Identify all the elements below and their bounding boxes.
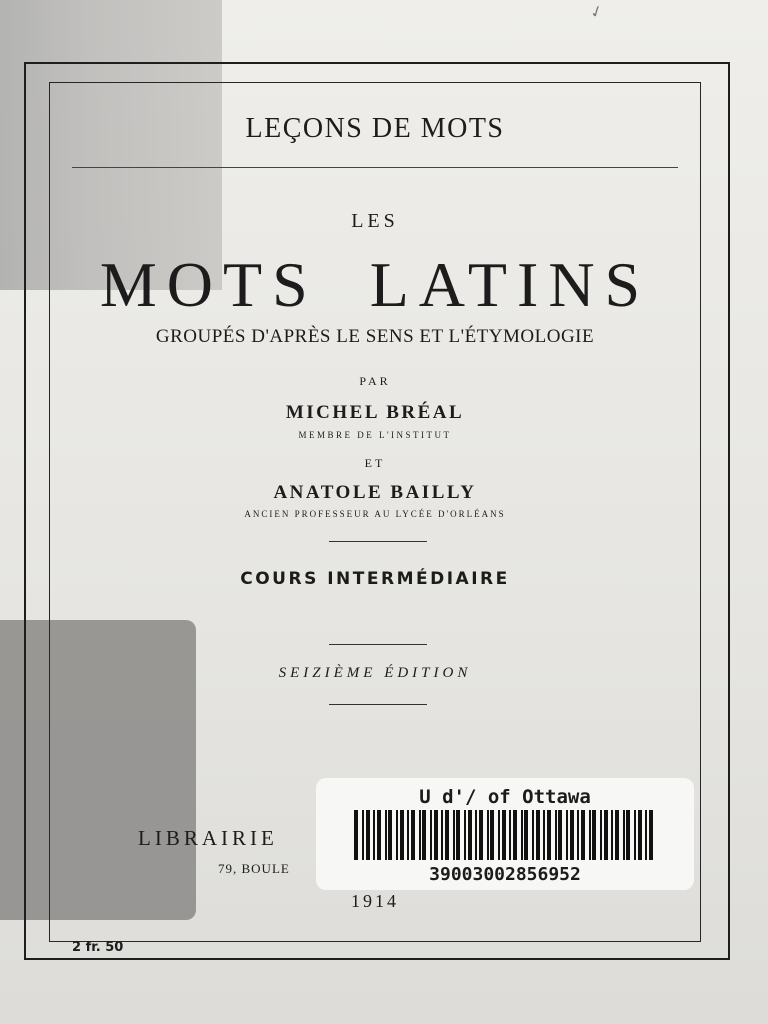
barcode-owner: U d'/ of Ottawa: [419, 786, 591, 808]
short-rule: [329, 541, 427, 542]
price-label: 2 fr. 50: [72, 940, 124, 955]
pencil-mark-icon: ✓: [587, 2, 607, 23]
course-level: COURS INTERMÉDIAIRE: [240, 569, 510, 589]
divider-rule: [72, 167, 678, 168]
title-article: LES: [351, 210, 399, 232]
barcode-icon: [354, 810, 654, 860]
publisher-name: LIBRAIRIE: [138, 826, 278, 850]
author-role-2: ANCIEN PROFESSEUR AU LYCÉE D'ORLÉANS: [244, 509, 506, 519]
book-title: MOTS LATINS: [99, 249, 651, 320]
publication-year: 1914: [351, 891, 399, 911]
author-role-1: MEMBRE DE L'INSTITUT: [298, 430, 452, 440]
edition-label: SEIZIÈME ÉDITION: [278, 665, 472, 681]
short-rule: [329, 644, 427, 645]
barcode-number: 39003002856952: [429, 864, 581, 885]
author-name-2: ANATOLE BAILLY: [273, 482, 477, 503]
and-label: ET: [364, 456, 386, 470]
book-subtitle: GROUPÉS D'APRÈS LE SENS ET L'ÉTYMOLOGIE: [155, 326, 595, 347]
series-title: LEÇONS DE MOTS: [245, 113, 505, 144]
author-name-1: MICHEL BRÉAL: [285, 402, 465, 423]
by-label: PAR: [359, 374, 391, 388]
library-barcode-sticker: [316, 778, 694, 890]
short-rule: [329, 704, 427, 705]
publisher-address: 79, BOULE: [218, 861, 290, 876]
